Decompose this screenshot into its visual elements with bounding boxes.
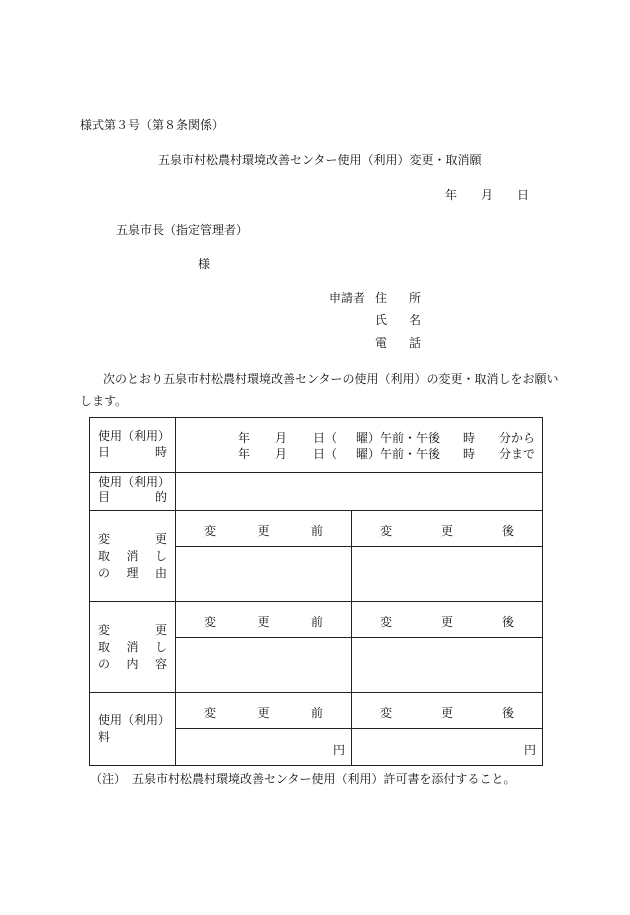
before-char-2: 更 — [257, 524, 270, 538]
applicant-name-label — [375, 314, 421, 326]
fee-label-line1: 使用（利用） — [98, 713, 171, 727]
datetime-value-cell[interactable] — [176, 418, 543, 473]
address-char-1: 住 — [375, 291, 388, 305]
body-text-line2: します。 — [80, 394, 128, 408]
phone-char-2: 話 — [409, 336, 422, 350]
date-month: 月 — [481, 188, 494, 202]
name-char-2: 名 — [409, 313, 422, 327]
before-char-1: 変 — [204, 524, 217, 538]
content-char-3: 取 — [98, 639, 111, 654]
end-month: 月 — [275, 447, 288, 461]
after-char-1: 変 — [380, 706, 393, 720]
addressee: 五泉市長（指定管理者） — [116, 223, 249, 237]
datetime-label-line1: 使用（利用） — [98, 429, 171, 443]
reason-after-header — [352, 511, 543, 547]
after-char-2: 更 — [440, 615, 453, 629]
content-before-value[interactable] — [176, 638, 352, 693]
date-line — [445, 189, 529, 201]
purpose-label-line2 — [98, 490, 167, 505]
purpose-label-cell — [90, 473, 176, 511]
content-char-8: 容 — [154, 656, 167, 671]
reason-before-value[interactable] — [176, 547, 352, 602]
before-char-3: 前 — [310, 524, 323, 538]
reason-char-2: 更 — [154, 531, 167, 546]
content-char-5: し — [154, 639, 167, 654]
reason-before-header — [176, 511, 352, 547]
content-label-line1 — [98, 622, 167, 639]
before-char-2: 更 — [257, 615, 270, 629]
reason-after-value[interactable] — [352, 547, 543, 602]
datetime-end-line — [176, 448, 542, 464]
date-day: 日 — [517, 188, 530, 202]
after-char-1: 変 — [380, 615, 393, 629]
before-char-1: 変 — [204, 706, 217, 720]
after-char-2: 更 — [440, 524, 453, 538]
fee-label-line2: 料 — [98, 730, 111, 744]
end-weekday-ampm: 曜）午前・午後 — [356, 447, 441, 461]
start-month: 月 — [275, 431, 288, 445]
reason-char-3: 取 — [98, 548, 111, 563]
after-char-3: 後 — [501, 615, 514, 629]
fee-label-cell — [90, 693, 176, 766]
reason-char-4: 消 — [126, 548, 139, 563]
form-number: 様式第３号（第８条関係） — [80, 118, 225, 132]
start-minute: 分から — [499, 431, 536, 445]
name-char-1: 氏 — [375, 313, 388, 327]
purpose-label-char-1: 目 — [98, 490, 111, 504]
after-char-2: 更 — [440, 706, 453, 720]
applicant-phone-label — [375, 337, 421, 349]
document-title: 五泉市村松農村環境改善センター使用（利用）変更・取消願 — [158, 153, 482, 167]
change-cancel-table — [89, 417, 543, 766]
content-char-2: 更 — [154, 622, 167, 637]
phone-char-1: 電 — [375, 336, 388, 350]
fee-before-header — [176, 693, 352, 729]
before-char-3: 前 — [310, 706, 323, 720]
reason-label-cell — [90, 511, 176, 602]
datetime-start-line — [176, 432, 542, 448]
content-after-header — [352, 602, 543, 638]
datetime-label-line2 — [98, 444, 167, 460]
after-char-3: 後 — [501, 706, 514, 720]
body-text-line1: 次のとおり五泉市村松農村環境改善センターの使用（利用）の変更・取消しをお願い — [103, 372, 559, 386]
addressee-sama: 様 — [198, 257, 211, 271]
fee-before-yen: 円 — [332, 743, 345, 757]
applicant-label: 申請者 — [329, 291, 366, 305]
content-char-7: 内 — [126, 656, 139, 671]
fee-before-value[interactable] — [176, 729, 352, 766]
fee-after-yen: 円 — [523, 743, 536, 757]
purpose-label-line1: 使用（利用） — [98, 475, 171, 489]
end-year: 年 — [238, 447, 251, 461]
fee-after-value[interactable] — [352, 729, 543, 766]
content-char-6: の — [98, 656, 111, 671]
content-label-line2 — [98, 639, 167, 656]
end-minute: 分まで — [499, 447, 536, 461]
start-hour: 時 — [463, 431, 476, 445]
reason-char-1: 変 — [98, 531, 111, 546]
content-char-4: 消 — [126, 639, 139, 654]
after-char-3: 後 — [501, 524, 514, 538]
datetime-label-cell — [90, 418, 176, 473]
address-char-2: 所 — [409, 291, 422, 305]
before-char-3: 前 — [310, 615, 323, 629]
start-weekday-ampm: 曜）午前・午後 — [356, 431, 441, 445]
date-year: 年 — [445, 188, 458, 202]
end-day: 日（ — [313, 447, 338, 461]
content-char-1: 変 — [98, 622, 111, 637]
note: （注） 五泉市村松農村環境改善センター使用（利用）許可書を添付すること。 — [90, 772, 516, 786]
reason-label-line3 — [98, 565, 167, 582]
reason-char-5: し — [154, 548, 167, 563]
datetime-label-char-1: 日 — [98, 445, 111, 459]
end-hour: 時 — [463, 447, 476, 461]
reason-char-8: 由 — [154, 565, 167, 580]
content-label-line3 — [98, 656, 167, 673]
purpose-value-cell[interactable] — [176, 473, 543, 511]
start-day: 日（ — [313, 431, 338, 445]
before-char-1: 変 — [204, 615, 217, 629]
purpose-label-char-2: 的 — [154, 490, 167, 504]
applicant-address-label — [375, 292, 421, 304]
start-year: 年 — [238, 431, 251, 445]
reason-char-6: の — [98, 565, 111, 580]
datetime-label-char-2: 時 — [154, 445, 167, 459]
reason-char-7: 理 — [126, 565, 139, 580]
fee-after-header — [352, 693, 543, 729]
content-label-cell — [90, 602, 176, 693]
before-char-2: 更 — [257, 706, 270, 720]
reason-label-line2 — [98, 548, 167, 565]
after-char-1: 変 — [380, 524, 393, 538]
content-after-value[interactable] — [352, 638, 543, 693]
content-before-header — [176, 602, 352, 638]
reason-label-line1 — [98, 531, 167, 548]
